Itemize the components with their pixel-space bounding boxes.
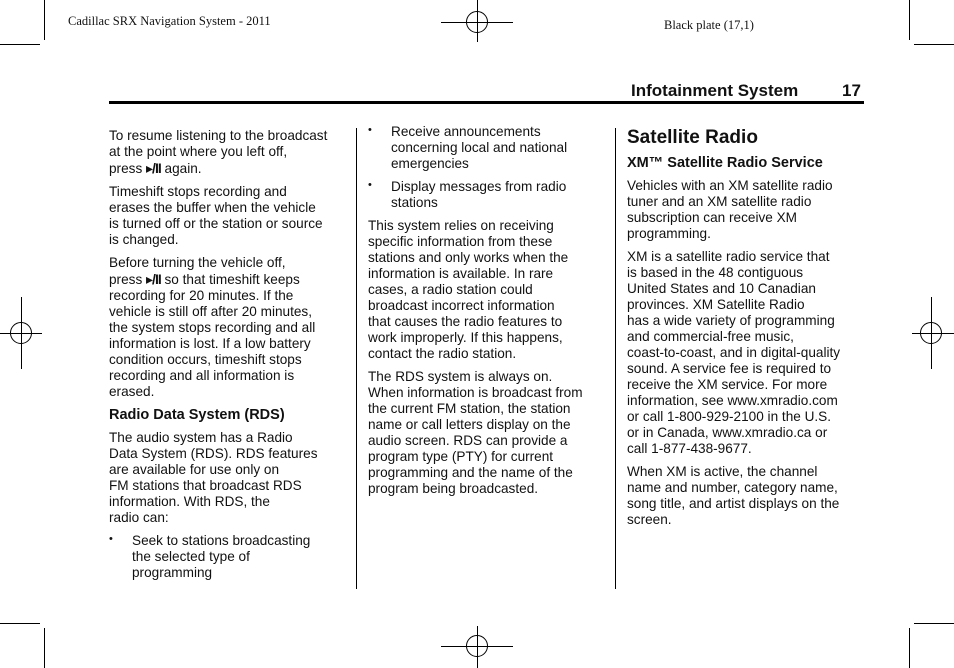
xm-service-heading: XM™ Satellite Radio Service [627, 155, 823, 171]
list-item-text: Display messages from radio stations [391, 179, 567, 210]
list-item [368, 179, 608, 211]
paragraph: XM is a satellite radio service that is based in the 48 contiguous United States and 10 Canadian provinces. XM Satellite Radio has a wide variety of programming and commercial-free music, coast-to-coast, and in digital-quality sound. A service fee is required to receive the XM service. For more information, see www.xmradio.com or call 1-800-929-2100 in the U.S. or in Canada, www.xmradio.ca or call 1-877-438-9677. [627, 249, 841, 456]
paragraph: To resume listening to the broadcast at the point where you left off, press ▸/II again. [109, 128, 328, 176]
page-number: 17 [842, 81, 861, 100]
crop-mark [914, 623, 954, 624]
crop-mark [909, 628, 910, 668]
column-1 [109, 128, 354, 588]
crop-mark [0, 623, 40, 624]
crop-mark [909, 0, 910, 40]
print-header-right: Black plate (17,1) [664, 18, 754, 32]
column-divider [615, 128, 616, 589]
print-header-left: Cadillac SRX Navigation System - 2011 [68, 14, 271, 28]
list-item [368, 124, 608, 172]
paragraph: When XM is active, the channel name and number, category name, song title, and artist displays on the screen. [627, 464, 840, 527]
section-title: Infotainment System [631, 81, 799, 100]
crop-mark [44, 0, 45, 40]
play-pause-icon: ▸/II [146, 271, 161, 287]
crop-mark [0, 44, 40, 45]
list-item [109, 533, 354, 581]
paragraph: Vehicles with an XM satellite radio tuner and an XM satellite radio subscription can receive XM programming. [627, 178, 833, 241]
rds-heading: Radio Data System (RDS) [109, 407, 285, 423]
column-divider [356, 128, 357, 589]
list-item-text: Seek to stations broadcasting the selected type of programming [132, 533, 311, 580]
paragraph: This system relies on receiving specific information from these stations and only works when the information is available. In rare cases, a radio station could broadcast incorrect information that causes the radio features to work improperly. If this happens, contact the radio station. [368, 218, 569, 361]
paragraph: The audio system has a Radio Data System (RDS). RDS features are available for use only on FM stations that broadcast RDS information. With RDS, the radio can: [109, 430, 318, 525]
list-item-text: Receive announcements concerning local and national emergencies [391, 124, 568, 171]
bullet-icon: • [368, 179, 372, 191]
bullet-icon: • [109, 533, 113, 545]
satellite-radio-heading: Satellite Radio [627, 127, 758, 148]
paragraph: Timeshift stops recording and erases the buffer when the vehicle is turned off or the station or source is changed. [109, 184, 323, 247]
paragraph: Before turning the vehicle off, press ▸/II so that timeshift keeps recording for 20 minutes. If the vehicle is still off after 20 minutes, the system stops recording and all information is lost. If a low battery condition occurs, timeshift stops recording and all information is erased. [109, 255, 316, 399]
header-rule [109, 101, 864, 104]
paragraph: The RDS system is always on. When information is broadcast from the current FM station, the station name or call letters display on the audio screen. RDS can provide a program type (PTY) for current programming and the name of the program being broadcasted. [368, 369, 583, 496]
crop-mark [914, 44, 954, 45]
column-3 [627, 126, 862, 535]
crop-mark [44, 628, 45, 668]
column-2 [368, 124, 608, 504]
bullet-icon: • [368, 124, 372, 136]
play-pause-icon: ▸/II [146, 160, 161, 176]
